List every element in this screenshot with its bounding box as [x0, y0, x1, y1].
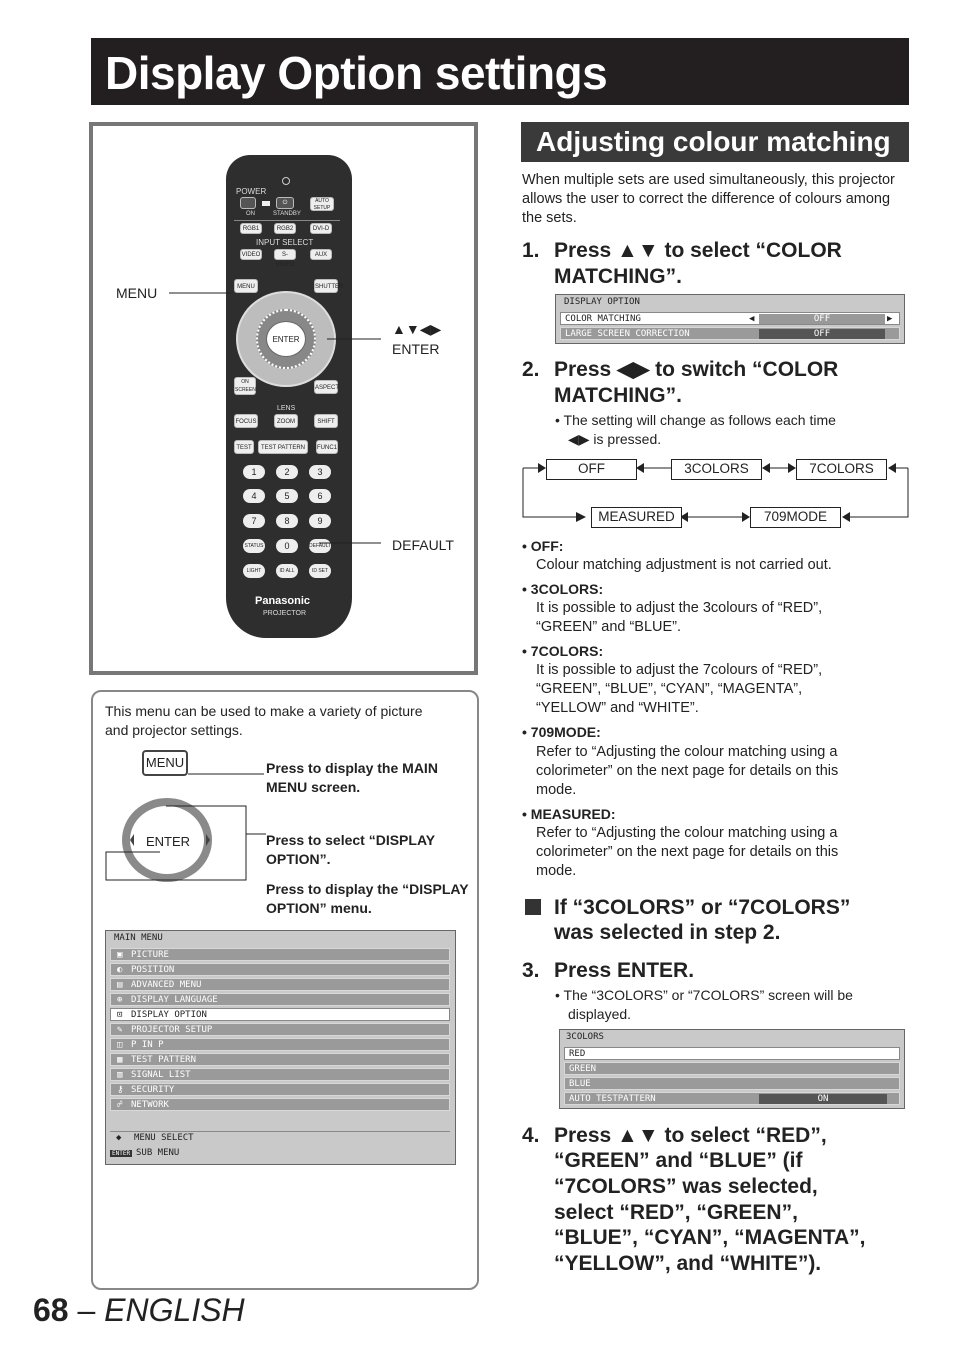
- remote-func1-button: FUNC1: [316, 440, 338, 454]
- remote-key-7: 7: [243, 514, 265, 528]
- osd2-row-auto: [564, 1092, 900, 1105]
- remote-focus-button: FOCUS: [234, 414, 258, 428]
- menu-item-icon: ⊡: [117, 1010, 123, 1020]
- remote-rgb1-button: RGB1: [240, 223, 262, 234]
- step1-line1: Press ▲▼ to select “COLOR: [554, 239, 842, 262]
- callout-select-display-option: Press to select “DISPLAY OPTION”.: [266, 832, 435, 867]
- main-menu-item-label: SIGNAL LIST: [131, 1070, 191, 1080]
- osd-main-title: MAIN MENU: [114, 933, 163, 943]
- callout-main-menu: Press to display the MAIN MENU screen.: [266, 760, 438, 795]
- osd2-row-blue: [564, 1077, 900, 1090]
- def-off-term: • OFF:: [522, 538, 564, 554]
- remote-status-button: STATUS: [243, 539, 265, 553]
- main-menu-item-label: POSITION: [131, 965, 175, 975]
- remote-brand: Panasonic: [255, 595, 311, 607]
- menu-item-icon: ▦: [117, 1055, 123, 1065]
- step3-note-line2: displayed.: [568, 1006, 632, 1022]
- main-menu-item-label: SECURITY: [131, 1085, 175, 1095]
- menu-item-icon: ◫: [117, 1040, 123, 1050]
- remote-callout-lines: [89, 122, 478, 675]
- def-3colors-term: • 3COLORS:: [522, 581, 604, 597]
- main-menu-item: [110, 948, 450, 961]
- osd2-row-green: [564, 1062, 900, 1075]
- callout-menu: MENU: [116, 285, 158, 301]
- remote-id-set-button: ID SET: [309, 564, 331, 578]
- remote-key-3: 3: [309, 465, 331, 479]
- def-measured-line3: mode.: [536, 863, 577, 879]
- def-709mode-line3: mode.: [536, 782, 577, 798]
- page-title: Display Option settings: [105, 47, 608, 99]
- remote-zoom-button: ZOOM: [274, 414, 298, 428]
- osd1-row-color-matching: [560, 312, 900, 325]
- osd1-title: DISPLAY OPTION: [564, 297, 640, 307]
- step4-line2: “GREEN” and “BLUE” (if: [554, 1149, 803, 1172]
- remote-svideo-button: S-VIDEO: [274, 249, 296, 260]
- main-menu-item: [110, 1083, 450, 1096]
- main-menu-item-label: DISPLAY LANGUAGE: [131, 995, 218, 1005]
- osd-footer-select: MENU SELECT: [134, 1133, 194, 1143]
- main-menu-item-label: NETWORK: [131, 1100, 169, 1110]
- step2-number: 2.: [522, 358, 540, 381]
- step3-number: 3.: [522, 959, 540, 982]
- flow-box-measured: MEASURED: [591, 507, 682, 528]
- def-measured-line1: Refer to “Adjusting the colour matching using a: [536, 825, 838, 841]
- condition-line1: If “3COLORS” or “7COLORS”: [554, 896, 851, 919]
- page-title-bar: [91, 38, 909, 105]
- remote-key-2: 2: [276, 465, 298, 479]
- step3-note-line1: • The “3COLORS” or “7COLORS” screen will be: [555, 987, 853, 1003]
- main-menu-item: [110, 1008, 450, 1021]
- remote-aspect-button: ASPECT: [314, 380, 338, 394]
- remote-shutter-button: SHUTTER: [314, 279, 338, 293]
- def-measured-term: • MEASURED:: [522, 806, 616, 822]
- main-menu-item: [110, 1053, 450, 1066]
- main-menu-item-label: ADVANCED MENU: [131, 980, 202, 990]
- def-709mode-line2: colorimeter” on the next page for details on this: [536, 763, 839, 779]
- step4-line1: Press ▲▼ to select “RED”,: [554, 1124, 827, 1147]
- osd1-row1-label: COLOR MATCHING: [565, 314, 641, 324]
- def-7colors-line2: “GREEN”, “BLUE”, “CYAN”, “MAGENTA”,: [536, 681, 803, 697]
- def-measured-line2: colorimeter” on the next page for details on this: [536, 844, 839, 860]
- page-footer-sep: –: [68, 1292, 105, 1328]
- remote-on-screen-button: ON SCREEN: [235, 379, 256, 393]
- def-709mode-term: • 709MODE:: [522, 724, 601, 740]
- remote-standby-button: ⏻: [276, 197, 294, 209]
- osd1-row1-value: OFF: [759, 314, 885, 324]
- main-menu-item-label: DISPLAY OPTION: [131, 1010, 207, 1020]
- remote-menu-button: MENU: [234, 279, 258, 293]
- step2-line1: Press ◀▶ to switch “COLOR: [554, 358, 839, 381]
- remote-standby-label: STANDBY: [273, 211, 301, 217]
- main-menu-item-label: PICTURE: [131, 950, 169, 960]
- step2-note-line2: ◀▶ is pressed.: [568, 431, 662, 447]
- flow-box-709mode: 709MODE: [750, 507, 841, 528]
- menu-callout-lines: [100, 750, 280, 900]
- menu-item-icon: ⊕: [117, 995, 123, 1005]
- remote-projector-label: PROJECTOR: [263, 610, 307, 617]
- right-arrow-icon: ▶: [887, 314, 893, 324]
- step4-line5: “BLUE”, “CYAN”, “MAGENTA”,: [554, 1226, 866, 1249]
- remote-aux-button: AUX: [310, 249, 332, 260]
- def-3colors-line2: “GREEN” and “BLUE”.: [536, 619, 682, 635]
- osd2-auto-value: ON: [759, 1094, 887, 1104]
- main-menu-item-label: P IN P: [131, 1040, 164, 1050]
- def-7colors-line1: It is possible to adjust the 7colours of “RED”,: [536, 662, 823, 678]
- enter-key-icon: ENTER: [112, 1150, 131, 1157]
- main-menu-item: [110, 1068, 450, 1081]
- square-bullet-icon: [525, 899, 541, 915]
- remote-auto-setup-button: AUTO SETUP: [310, 197, 334, 211]
- osd1-row2-label: LARGE SCREEN CORRECTION: [565, 329, 690, 339]
- remote-power-label: POWER: [236, 187, 267, 196]
- flow-box-off: OFF: [546, 459, 637, 480]
- menu-item-icon: ▤: [117, 980, 123, 990]
- main-menu-item-label: TEST PATTERN: [131, 1055, 197, 1065]
- page-footer: [33, 1292, 245, 1329]
- page-language: ENGLISH: [104, 1292, 245, 1328]
- step4-number: 4.: [522, 1124, 540, 1147]
- remote-test-button: TEST: [234, 440, 254, 454]
- osd2-row-red-label: RED: [569, 1049, 586, 1059]
- display-option-osd: [555, 294, 905, 344]
- osd2-row-red: [564, 1047, 900, 1060]
- osd2-row-blue-label: BLUE: [569, 1079, 591, 1089]
- menu-item-icon: ✎: [117, 1025, 123, 1035]
- remote-key-6: 6: [309, 489, 331, 503]
- menu-item-icon: ▥: [117, 1070, 123, 1080]
- section-heading-bar: [521, 122, 909, 162]
- osd1-row-large-screen: [560, 327, 900, 340]
- main-menu-item: [110, 1038, 450, 1051]
- callout-default: DEFAULT: [392, 537, 454, 553]
- dpad-enter-label: ENTER: [146, 834, 191, 849]
- left-arrow-icon: ◀: [749, 314, 755, 324]
- step3-text: Press ENTER.: [554, 959, 695, 982]
- section-intro: When multiple sets are used simultaneously, this projector allows the user to correct the difference of colours among the sets.: [522, 172, 895, 226]
- remote-light-button: LIGHT: [243, 564, 265, 578]
- menu-button-graphic: MENU: [142, 750, 188, 776]
- page-number: 68: [33, 1292, 69, 1328]
- osd2-row-green-label: GREEN: [569, 1064, 597, 1074]
- step1-number: 1.: [522, 239, 540, 262]
- menu-item-icon: ▣: [117, 950, 123, 960]
- def-7colors-term: • 7COLORS:: [522, 643, 604, 659]
- remote-video-button: VIDEO: [240, 249, 262, 260]
- callout-enter: ENTER: [392, 341, 440, 357]
- callout-display-option-menu: Press to display the “DISPLAY OPTION” menu.: [266, 881, 469, 916]
- def-3colors-line1: It is possible to adjust the 3colours of “RED”,: [536, 600, 823, 616]
- remote-input-select-label: INPUT SELECT: [256, 238, 314, 247]
- main-menu-item-label: PROJECTOR SETUP: [131, 1025, 213, 1035]
- flow-box-7colors: 7COLORS: [796, 459, 887, 480]
- remote-lens-label: LENS: [277, 405, 296, 412]
- remote-key-4: 4: [243, 489, 265, 503]
- osd-footer-sub: SUB MENU: [136, 1148, 180, 1158]
- osd1-row2-value: OFF: [759, 329, 885, 339]
- main-menu-item: [110, 978, 450, 991]
- main-menu-osd: [105, 930, 456, 1165]
- main-menu-item: [110, 963, 450, 976]
- remote-dvid-button: DVI-D: [310, 223, 332, 234]
- remote-key-0: 0: [276, 539, 298, 553]
- remote-key-8: 8: [276, 514, 298, 528]
- def-709mode-line1: Refer to “Adjusting the colour matching using a: [536, 744, 838, 760]
- menu-item-icon: ⚷: [117, 1085, 124, 1095]
- def-off-line1: Colour matching adjustment is not carried out.: [536, 557, 832, 573]
- osd2-row-auto-label: AUTO TESTPATTERN: [569, 1094, 656, 1104]
- main-menu-item: [110, 1098, 450, 1111]
- step1-line2: MATCHING”.: [554, 265, 682, 288]
- step4-line3: “7COLORS” was selected,: [554, 1175, 818, 1198]
- menu-intro-text: This menu can be used to make a variety of picture and projector settings.: [105, 703, 423, 738]
- callout-arrows: ▲▼◀▶: [392, 321, 442, 337]
- remote-on-label: ON: [246, 211, 255, 217]
- def-7colors-line3: “YELLOW” and “WHITE”.: [536, 700, 699, 716]
- step4-line6: “YELLOW”, and “WHITE”).: [554, 1252, 822, 1275]
- step4-line4: select “RED”, “GREEN”,: [554, 1201, 798, 1224]
- main-menu-item: [110, 993, 450, 1006]
- remote-default-button: DEFAULT: [309, 539, 331, 553]
- remote-id-all-button: ID ALL: [276, 564, 298, 578]
- menu-select-icon: ◆: [116, 1133, 122, 1143]
- remote-key-5: 5: [276, 489, 298, 503]
- menu-item-icon: ◐: [117, 965, 123, 975]
- remote-shift-button: SHIFT: [314, 414, 338, 428]
- menu-item-icon: ☍: [117, 1100, 123, 1110]
- osd2-title: 3COLORS: [566, 1032, 604, 1042]
- step2-note-line1: • The setting will change as follows each time: [555, 412, 836, 428]
- remote-enter-button: ENTER: [266, 321, 306, 357]
- remote-test-pattern-button: TEST PATTERN: [258, 440, 308, 454]
- section-heading: Adjusting colour matching: [536, 126, 891, 157]
- 3colors-osd: [559, 1029, 905, 1109]
- main-menu-item: [110, 1023, 450, 1036]
- remote-key-9: 9: [309, 514, 331, 528]
- remote-rgb2-button: RGB2: [274, 223, 296, 234]
- flow-box-3colors: 3COLORS: [671, 459, 762, 480]
- step2-line2: MATCHING”.: [554, 384, 682, 407]
- remote-key-1: 1: [243, 465, 265, 479]
- condition-line2: was selected in step 2.: [554, 921, 781, 944]
